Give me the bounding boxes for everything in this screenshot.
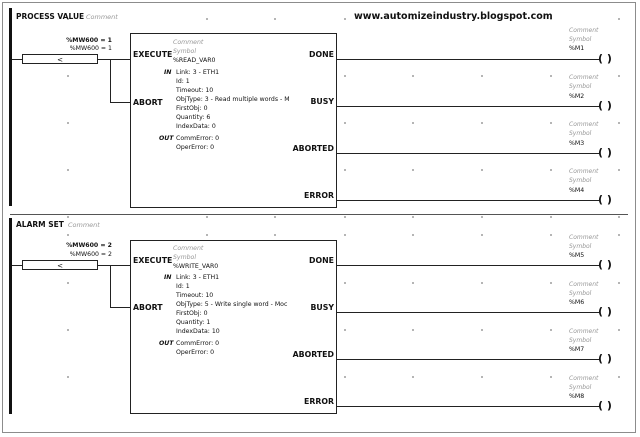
pin-done[interactable]: DONE	[309, 50, 334, 59]
grid-dot	[412, 216, 414, 218]
grid-dot	[344, 75, 346, 77]
coil-symbol: Symbol	[569, 130, 592, 137]
compare-block[interactable]: <	[22, 54, 98, 64]
grid-dot	[550, 234, 552, 236]
grid-dot	[618, 18, 620, 20]
grid-dot	[412, 234, 414, 236]
coil-comment: Comment	[569, 27, 599, 34]
param-indexdata: IndexData: 0	[176, 123, 216, 130]
grid-dot	[618, 376, 620, 378]
compare-expression: %MW600 = 1	[66, 37, 112, 44]
abort-wire	[110, 59, 111, 102]
grid-dot	[618, 216, 620, 218]
grid-dot	[481, 169, 483, 171]
coil-symbol: Symbol	[569, 243, 592, 250]
param-link: Link: 3 - ETH1	[176, 69, 220, 76]
output-coil[interactable]: ( )	[598, 305, 612, 318]
grid-dot	[618, 282, 620, 284]
output-coil[interactable]: ( )	[598, 193, 612, 206]
param-id: Id: 1	[176, 78, 190, 85]
grid-dot	[481, 75, 483, 77]
coil-comment: Comment	[569, 328, 599, 335]
compare-expression-value: %MW600 = 1	[69, 45, 112, 52]
coil-symbol: Symbol	[569, 83, 592, 90]
param-objtype: ObjType: 3 - Read multiple words - M	[176, 96, 290, 103]
coil-symbol: Symbol	[569, 337, 592, 344]
rung-comment[interactable]: Comment	[86, 13, 118, 21]
left-power-rail	[9, 218, 12, 414]
compare-expression-value: %MW600 = 2	[69, 251, 112, 258]
grid-dot	[344, 169, 346, 171]
coil-comment: Comment	[569, 168, 599, 175]
coil-symbol: Symbol	[569, 290, 592, 297]
param-commerror: CommError: 0	[176, 135, 220, 142]
grid-dot	[618, 234, 620, 236]
left-power-rail	[9, 8, 12, 206]
abort-wire	[110, 307, 130, 308]
block-instance-name: %WRITE_VAR0	[173, 263, 219, 270]
coil-address: %M3	[569, 140, 585, 147]
coil-comment: Comment	[569, 234, 599, 241]
grid-dot	[412, 329, 414, 331]
grid-dot	[550, 376, 552, 378]
param-indexdata: IndexData: 10	[176, 328, 220, 335]
coil-address: %M5	[569, 252, 585, 259]
output-wire	[337, 312, 599, 313]
param-commerror: CommError: 0	[176, 340, 220, 347]
grid-dot	[206, 216, 208, 218]
watermark-url: www.automizeindustry.blogspot.com	[354, 11, 553, 22]
grid-dot	[618, 329, 620, 331]
grid-dot	[274, 234, 276, 236]
grid-dot	[481, 376, 483, 378]
output-wire	[337, 106, 599, 107]
grid-dot	[481, 234, 483, 236]
grid-dot	[550, 216, 552, 218]
block-comment: Comment	[173, 245, 204, 252]
grid-dot	[481, 122, 483, 124]
output-wire	[337, 200, 599, 201]
coil-address: %M4	[569, 187, 585, 194]
output-wire	[337, 265, 599, 266]
coil-address: %M7	[569, 346, 585, 353]
pin-execute[interactable]: EXECUTE	[133, 256, 173, 265]
pin-busy[interactable]: BUSY	[310, 303, 334, 312]
grid-dot	[274, 18, 276, 20]
param-quantity: Quantity: 1	[176, 319, 211, 326]
read-var-function-block[interactable]	[130, 33, 337, 208]
grid-dot	[550, 282, 552, 284]
param-link: Link: 3 - ETH1	[176, 274, 220, 281]
compare-expression: %MW600 = 2	[66, 242, 112, 249]
in-label: IN	[164, 274, 172, 281]
grid-dot	[412, 376, 414, 378]
param-firstobj: FirstObj: 0	[176, 105, 208, 112]
grid-dot	[274, 216, 276, 218]
grid-dot	[67, 169, 69, 171]
grid-dot	[344, 216, 346, 218]
output-coil[interactable]: ( )	[598, 352, 612, 365]
output-wire	[337, 406, 599, 407]
param-firstobj: FirstObj: 0	[176, 310, 208, 317]
coil-address: %M6	[569, 299, 585, 306]
grid-dot	[550, 169, 552, 171]
param-quantity: Quantity: 6	[176, 114, 211, 121]
coil-comment: Comment	[569, 375, 599, 382]
block-symbol: Symbol	[173, 48, 197, 55]
grid-dot	[412, 282, 414, 284]
block-comment: Comment	[173, 39, 204, 46]
output-wire	[337, 359, 599, 360]
grid-dot	[67, 122, 69, 124]
block-symbol: Symbol	[173, 254, 197, 261]
abort-wire	[110, 102, 130, 103]
pin-abort[interactable]: ABORT	[133, 303, 163, 312]
pin-error[interactable]: ERROR	[304, 191, 334, 200]
grid-dot	[67, 329, 69, 331]
coil-address: %M8	[569, 393, 585, 400]
param-opererror: OperError: 0	[176, 349, 215, 356]
out-label: OUT	[159, 340, 174, 347]
grid-dot	[344, 376, 346, 378]
param-timeout: Timeout: 10	[176, 292, 214, 299]
pin-done[interactable]: DONE	[309, 256, 334, 265]
grid-dot	[67, 75, 69, 77]
grid-dot	[618, 122, 620, 124]
output-wire	[337, 59, 599, 60]
coil-symbol: Symbol	[569, 177, 592, 184]
grid-dot	[550, 122, 552, 124]
abort-wire	[110, 265, 111, 307]
grid-dot	[206, 234, 208, 236]
param-timeout: Timeout: 10	[176, 87, 214, 94]
grid-dot	[206, 18, 208, 20]
grid-dot	[412, 122, 414, 124]
grid-dot	[550, 329, 552, 331]
grid-dot	[344, 122, 346, 124]
coil-comment: Comment	[569, 121, 599, 128]
rung-separator	[10, 214, 628, 215]
grid-dot	[481, 329, 483, 331]
output-coil[interactable]: ( )	[598, 52, 612, 65]
param-opererror: OperError: 0	[176, 144, 215, 151]
pin-abort[interactable]: ABORT	[133, 98, 163, 107]
grid-dot	[344, 329, 346, 331]
coil-symbol: Symbol	[569, 384, 592, 391]
grid-dot	[412, 169, 414, 171]
coil-symbol: Symbol	[569, 36, 592, 43]
grid-dot	[618, 169, 620, 171]
grid-dot	[344, 234, 346, 236]
write-var-function-block[interactable]	[130, 240, 337, 414]
output-wire	[337, 153, 599, 154]
pin-execute[interactable]: EXECUTE	[133, 50, 173, 59]
pin-error[interactable]: ERROR	[304, 397, 334, 406]
coil-address: %M1	[569, 45, 585, 52]
pin-aborted[interactable]: ABORTED	[292, 350, 334, 359]
pin-aborted[interactable]: ABORTED	[292, 144, 334, 153]
compare-block[interactable]: <	[22, 260, 98, 270]
output-coil[interactable]: ( )	[598, 146, 612, 159]
output-coil[interactable]: ( )	[598, 258, 612, 271]
grid-dot	[412, 75, 414, 77]
output-coil[interactable]: ( )	[598, 399, 612, 412]
grid-dot	[550, 75, 552, 77]
param-objtype: ObjType: 5 - Write single word - Moc	[176, 301, 288, 308]
grid-dot	[344, 18, 346, 20]
rung-comment[interactable]: Comment	[68, 221, 100, 229]
grid-dot	[618, 75, 620, 77]
grid-dot	[67, 216, 69, 218]
grid-dot	[67, 234, 69, 236]
rung-title: ALARM SET	[16, 220, 64, 229]
grid-dot	[67, 282, 69, 284]
coil-comment: Comment	[569, 74, 599, 81]
rung-title: PROCESS VALUE	[16, 12, 85, 21]
out-label: OUT	[159, 135, 174, 142]
param-id: Id: 1	[176, 283, 190, 290]
pin-busy[interactable]: BUSY	[310, 97, 334, 106]
block-instance-name: %READ_VAR0	[173, 57, 216, 64]
grid-dot	[344, 282, 346, 284]
in-label: IN	[164, 69, 172, 76]
grid-dot	[481, 282, 483, 284]
coil-address: %M2	[569, 93, 585, 100]
grid-dot	[67, 376, 69, 378]
grid-dot	[481, 216, 483, 218]
coil-comment: Comment	[569, 281, 599, 288]
output-coil[interactable]: ( )	[598, 99, 612, 112]
